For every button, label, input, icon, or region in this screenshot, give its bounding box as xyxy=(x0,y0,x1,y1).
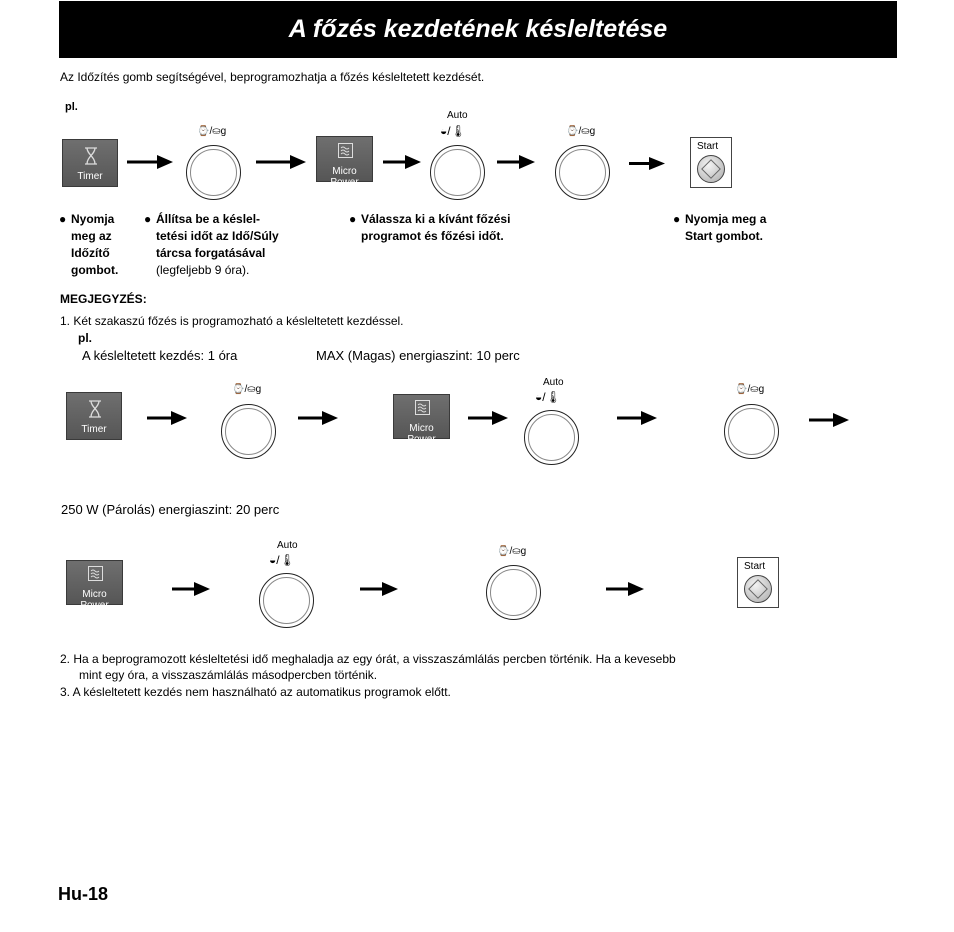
micro-power-label: Micro Power xyxy=(80,589,109,611)
time-weight-dial[interactable] xyxy=(186,145,241,200)
start-button[interactable] xyxy=(737,557,779,608)
micro-power-button[interactable] xyxy=(316,136,373,188)
max-power-label: MAX (Magas) energiaszint: 10 perc xyxy=(316,348,520,363)
note-1: 1. Két szakaszú főzés is programozható a késleltetett kezdéssel. xyxy=(60,314,404,328)
micro-power-button[interactable] xyxy=(393,394,450,445)
arrow-icon xyxy=(809,413,849,427)
time-weight-dial[interactable] xyxy=(555,145,610,200)
time-weight-dial[interactable] xyxy=(221,404,276,459)
auto-label: Auto xyxy=(447,110,468,121)
arrow-icon xyxy=(497,155,535,169)
page-number: Hu-18 xyxy=(58,884,109,904)
arrow-icon xyxy=(629,157,665,170)
step2-text: ● Állítsa be a késlel- tetési időt az Idő/Súly tárcsa forgatásával (legfeljebb 9 óra). xyxy=(144,212,279,277)
arrow-icon xyxy=(468,411,508,425)
auto-label: Auto xyxy=(543,377,564,388)
start-label: Start xyxy=(697,141,719,152)
timer-label: Timer xyxy=(77,171,103,182)
arrow-icon xyxy=(127,155,173,169)
auto-label: Auto xyxy=(277,540,298,551)
auto-dial[interactable] xyxy=(430,145,485,200)
time-weight-dial[interactable] xyxy=(486,565,541,620)
step1-text: ● Nyomja meg az Időzítő gombot. xyxy=(59,212,119,277)
example-label: pl. xyxy=(65,101,78,113)
time-weight-icon: ⌚/⛀g xyxy=(197,126,227,137)
microwave-icon xyxy=(415,400,430,415)
arrow-icon xyxy=(172,582,210,596)
start-button[interactable] xyxy=(690,137,732,188)
auto-dial[interactable] xyxy=(524,410,579,465)
time-weight-icon: ⌚/⛀g xyxy=(497,546,527,557)
step3-text: ● Válassza ki a kívánt főzési programot és főzési időt. xyxy=(349,212,511,243)
timer-button[interactable] xyxy=(66,392,122,440)
title-bar xyxy=(59,1,897,58)
start-icon xyxy=(744,575,772,603)
note-2-line1: 2. Ha a beprogramozott késleltetési idő meghaladja az egy órát, a visszaszámlálás percben történik. Ha a kevesebb xyxy=(60,652,676,666)
steam-power-label: 250 W (Párolás) energiaszint: 20 perc xyxy=(61,502,280,517)
arrow-icon xyxy=(617,411,657,425)
auto-program-icon: ◒/🌡 xyxy=(535,390,561,404)
note1-example-label: pl. xyxy=(78,331,92,345)
step4-text: ● Nyomja meg a Start gombot. xyxy=(673,212,767,243)
micro-power-label: Micro Power xyxy=(407,423,436,445)
microwave-icon xyxy=(88,566,103,581)
arrow-icon xyxy=(383,155,421,169)
page-title: A főzés kezdetének késleltetése xyxy=(288,15,668,43)
microwave-icon xyxy=(338,143,353,158)
notes-heading: MEGJEGYZÉS: xyxy=(60,292,147,306)
auto-program-icon: ◒/🌡 xyxy=(269,553,295,567)
note-3: 3. A késleltetett kezdés nem használható az automatikus programok előtt. xyxy=(60,685,451,699)
timer-label: Timer xyxy=(81,424,107,435)
hourglass-icon xyxy=(87,400,103,418)
micro-power-label: Micro Power xyxy=(330,166,359,188)
arrow-icon xyxy=(147,411,187,425)
arrow-icon xyxy=(606,582,644,596)
micro-power-button[interactable] xyxy=(66,560,123,611)
timer-button[interactable] xyxy=(62,139,118,187)
time-weight-icon: ⌚/⛀g xyxy=(735,384,765,395)
auto-dial[interactable] xyxy=(259,573,314,628)
note-2-line2: mint egy óra, a visszaszámlálás másodpercben történik. xyxy=(79,668,378,682)
auto-program-icon: ◒/🌡 xyxy=(440,124,466,138)
time-weight-dial[interactable] xyxy=(724,404,779,459)
arrow-icon xyxy=(298,411,338,425)
arrow-icon xyxy=(360,582,398,596)
intro-text: Az Időzítés gomb segítségével, beprogramozhatja a főzés késleltetett kezdését. xyxy=(60,70,485,84)
time-weight-icon: ⌚/⛀g xyxy=(566,126,596,137)
start-label: Start xyxy=(744,561,766,572)
hourglass-icon xyxy=(83,147,99,165)
delayed-start-label: A késleltetett kezdés: 1 óra xyxy=(82,348,238,363)
start-icon xyxy=(697,155,725,183)
time-weight-icon: ⌚/⛀g xyxy=(232,384,262,395)
arrow-icon xyxy=(256,155,306,169)
